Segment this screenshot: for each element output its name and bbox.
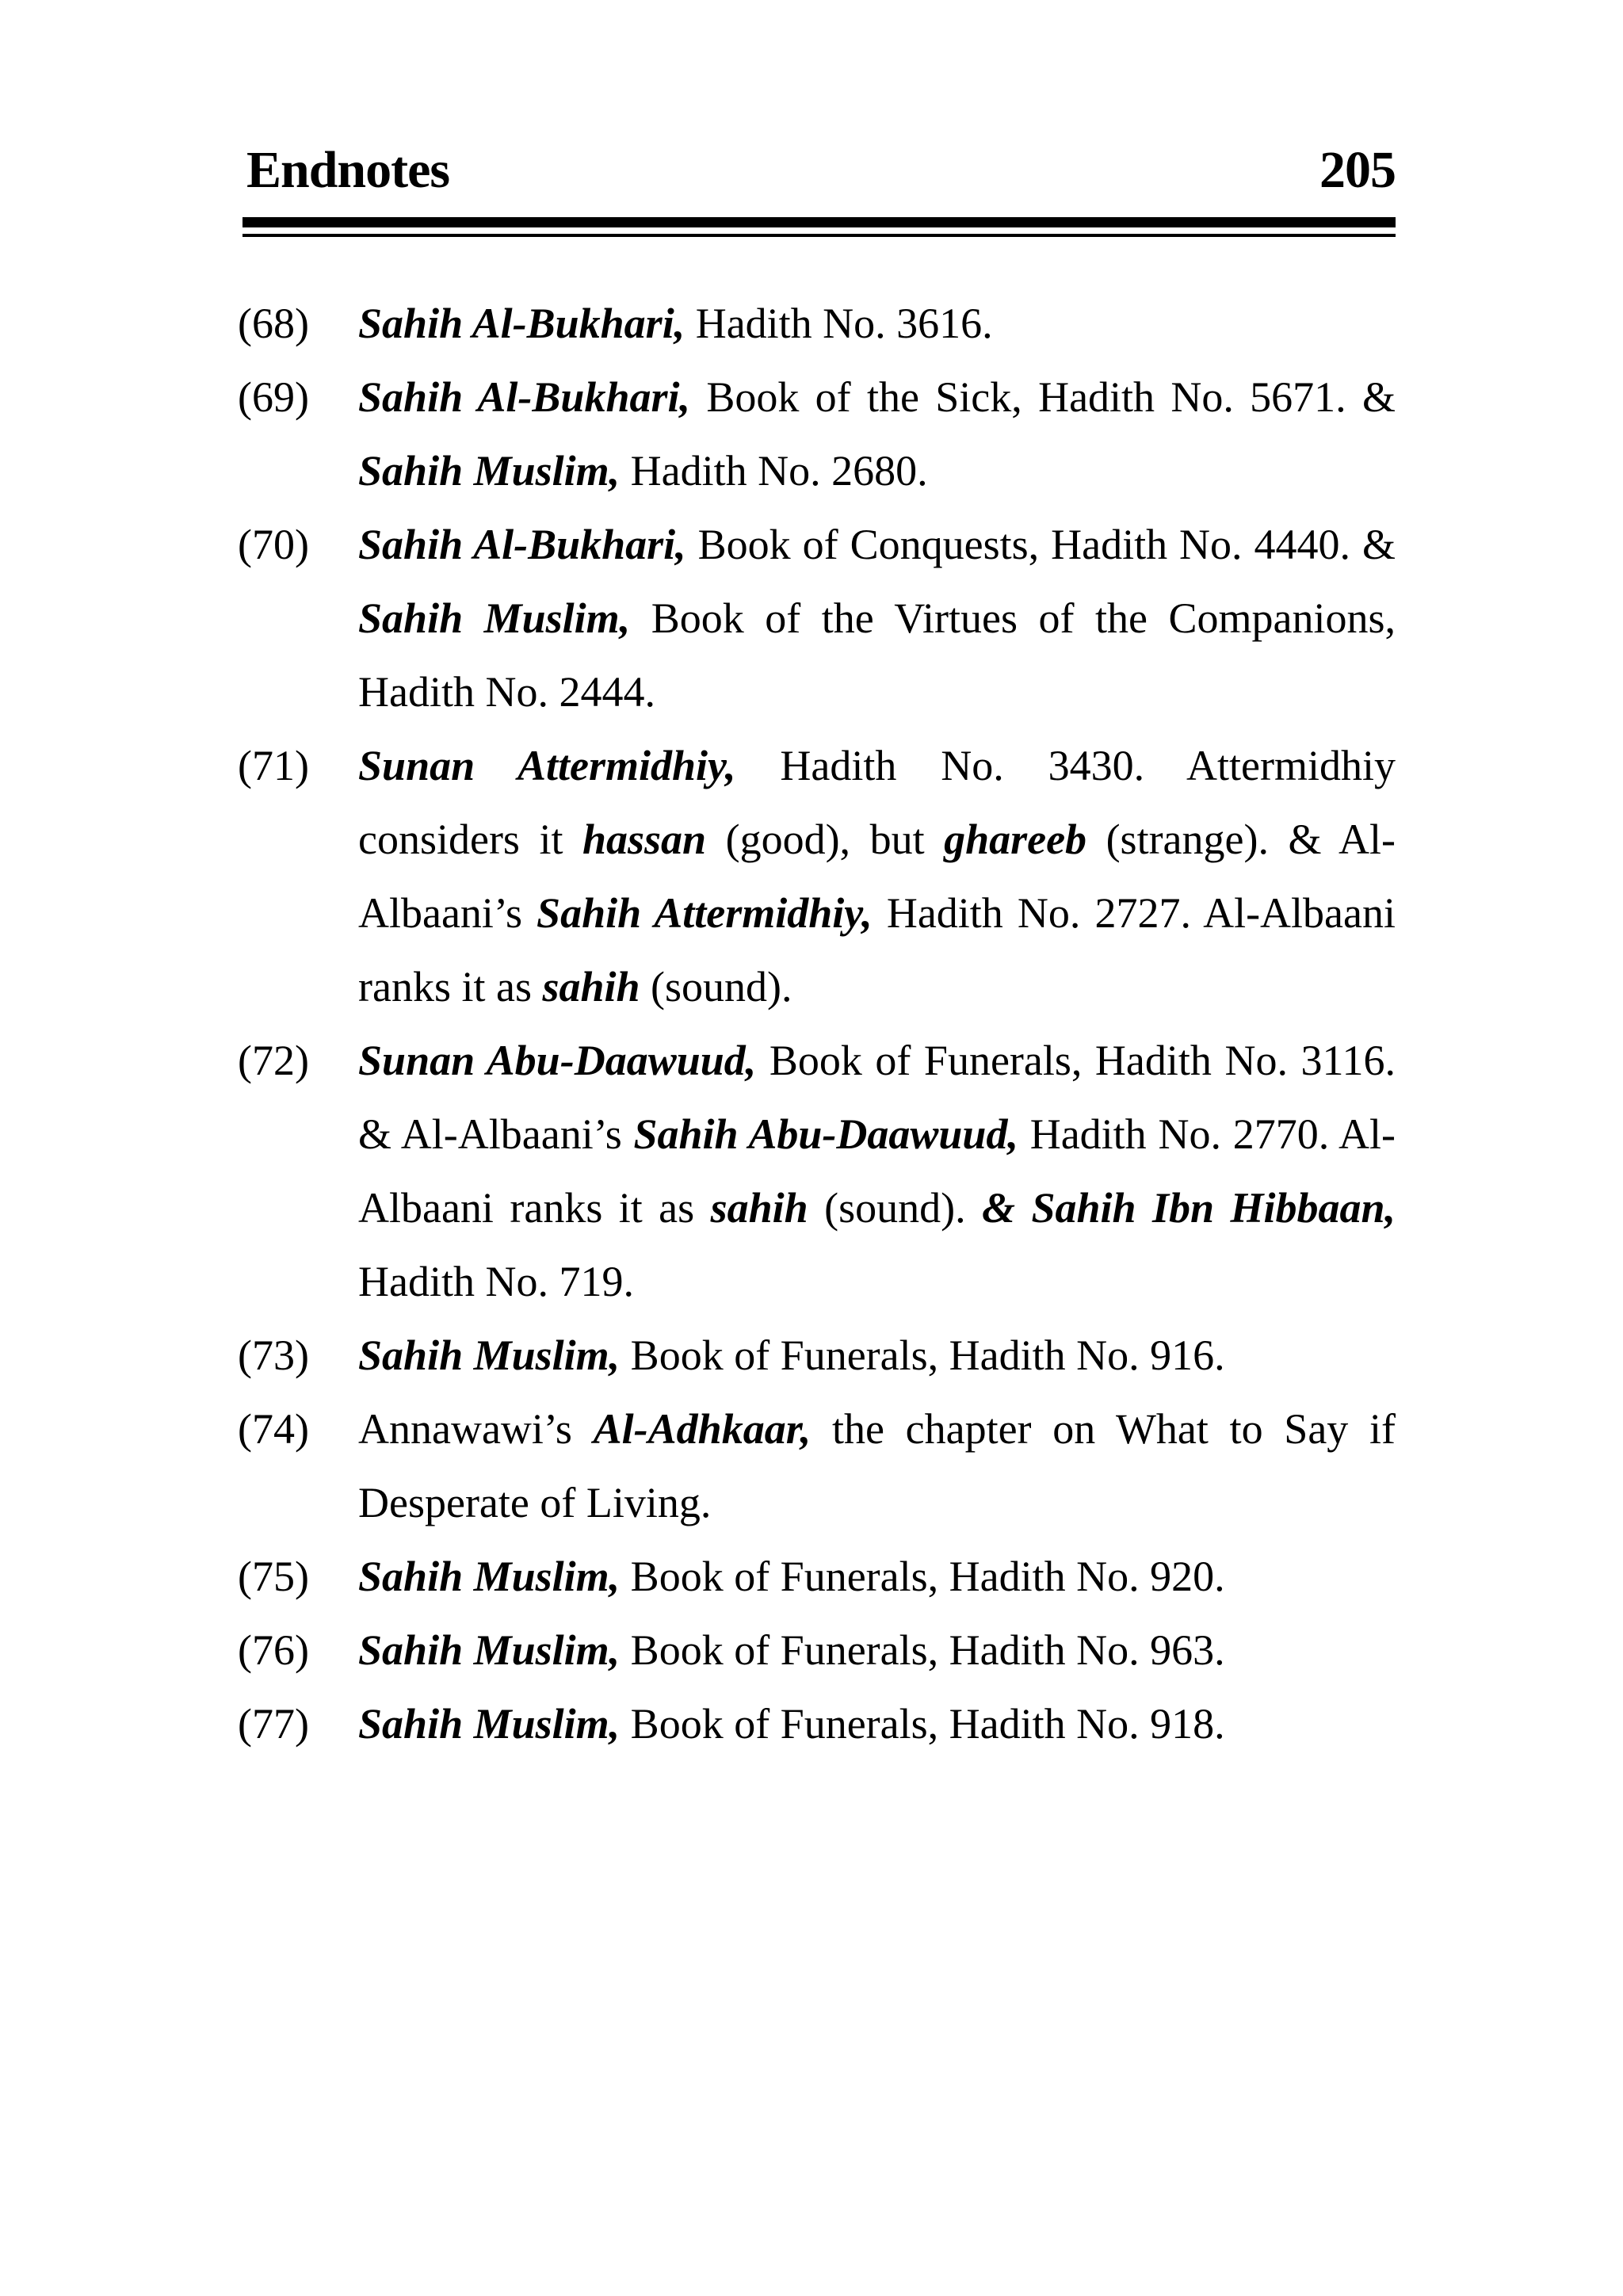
endnote-item bbox=[238, 1687, 1396, 1761]
endnote-text-segment: Hadith No. 3616. bbox=[685, 300, 993, 347]
endnote-text-segment: (good), but bbox=[706, 816, 945, 863]
endnote-item bbox=[238, 1319, 1396, 1392]
endnote-text bbox=[358, 1392, 1396, 1540]
endnote-item bbox=[238, 1392, 1396, 1540]
running-header bbox=[246, 141, 1396, 199]
endnote-title-italic: Sahih Muslim, bbox=[358, 1331, 621, 1379]
endnote-item bbox=[238, 1024, 1396, 1319]
endnote-text bbox=[358, 1614, 1396, 1687]
endnote-item bbox=[238, 1614, 1396, 1687]
endnote-number: (69) bbox=[238, 373, 309, 421]
header-rule-thick bbox=[242, 217, 1396, 227]
endnote-text-segment: (strange). & Al-Albaani’s bbox=[358, 816, 1396, 937]
page-number: 205 bbox=[1319, 141, 1396, 199]
endnote-text bbox=[358, 1319, 1396, 1392]
endnote-title-italic: sahih bbox=[710, 1184, 808, 1232]
endnote-text-segment: Book of Funerals, Hadith No. 3116. & Al-Albaani’s bbox=[358, 1037, 1396, 1158]
endnote-number: (74) bbox=[238, 1405, 309, 1453]
endnote-title-italic: Sahih Muslim, bbox=[358, 447, 621, 495]
endnotes-list bbox=[238, 287, 1396, 1761]
endnote-title-italic: sahih bbox=[542, 963, 640, 1010]
endnote-text-segment: the chapter on What to Say if Desperate of Living. bbox=[358, 1405, 1396, 1526]
endnote-title-italic: Sahih Al-Bukhari, bbox=[358, 373, 691, 421]
endnote-item bbox=[238, 729, 1396, 1024]
endnote-text-segment: Hadith No. 2770. Al-Albaani ranks it as bbox=[358, 1110, 1396, 1232]
endnote-text bbox=[358, 508, 1396, 729]
endnote-number: (71) bbox=[238, 742, 309, 789]
endnote-text bbox=[358, 1540, 1396, 1614]
endnote-title-italic: Sahih Attermidhiy, bbox=[537, 889, 873, 937]
endnote-text-segment: Book of Funerals, Hadith No. 918. bbox=[620, 1700, 1225, 1748]
endnote-text-segment: Book of Conquests, Hadith No. 4440. & bbox=[685, 521, 1396, 568]
endnote-text-segment: Book of the Sick, Hadith No. 5671. & bbox=[690, 373, 1396, 421]
endnote-text bbox=[358, 361, 1396, 508]
endnote-item bbox=[238, 1540, 1396, 1614]
endnote-title-italic: hassan bbox=[582, 816, 707, 863]
endnote-text-segment: Book of the Virtues of the Companions, Hadith No. 2444. bbox=[358, 594, 1396, 716]
endnote-title-italic: Sahih Muslim, bbox=[358, 1700, 621, 1748]
endnote-number: (75) bbox=[238, 1553, 309, 1600]
endnote-number: (76) bbox=[238, 1626, 309, 1674]
header-title: Endnotes bbox=[246, 141, 450, 199]
endnote-title-italic: Sunan Abu-Daawuud, bbox=[358, 1037, 757, 1084]
endnote-title-italic: Sahih Al-Bukhari, bbox=[358, 300, 685, 347]
endnote-text bbox=[358, 1024, 1396, 1319]
endnote-item bbox=[238, 287, 1396, 361]
endnote-number: (77) bbox=[238, 1700, 309, 1748]
endnote-text-segment: Hadith No. 2680. bbox=[620, 447, 928, 495]
endnote-text-segment: Book of Funerals, Hadith No. 920. bbox=[620, 1553, 1225, 1600]
endnote-text bbox=[358, 1687, 1396, 1761]
endnote-title-italic: Sahih Abu-Daawuud, bbox=[633, 1110, 1018, 1158]
endnote-text-segment: Hadith No. 719. bbox=[358, 1258, 634, 1305]
endnote-text-segment: Hadith No. 2727. Al-Albaani ranks it as bbox=[358, 889, 1396, 1010]
endnote-title-italic: Al-Adhkaar, bbox=[593, 1405, 812, 1453]
endnote-title-italic: Sahih Muslim, bbox=[358, 594, 631, 642]
endnote-title-italic: Sahih Al-Bukhari, bbox=[358, 521, 686, 568]
endnote-number: (68) bbox=[238, 300, 309, 347]
endnote-text-segment: (sound). bbox=[640, 963, 792, 1010]
endnote-number: (72) bbox=[238, 1037, 309, 1084]
header-rule-thin bbox=[242, 234, 1396, 237]
endnote-text-segment: Book of Funerals, Hadith No. 963. bbox=[620, 1626, 1225, 1674]
endnote-text-segment: Hadith No. 3430. Attermidhiy considers it bbox=[358, 742, 1396, 863]
endnote-title-italic: Sunan Attermidhiy, bbox=[358, 742, 736, 789]
endnote-text-segment: Book of Funerals, Hadith No. 916. bbox=[620, 1331, 1225, 1379]
endnote-title-italic: & Sahih Ibn Hibbaan, bbox=[982, 1184, 1396, 1232]
endnote-title-italic: Sahih Muslim, bbox=[358, 1553, 621, 1600]
endnote-number: (70) bbox=[238, 521, 309, 568]
endnote-title-italic: ghareeb bbox=[944, 816, 1087, 863]
endnote-text bbox=[358, 729, 1396, 1024]
endnote-text-segment: Annawawi’s bbox=[358, 1405, 594, 1453]
endnote-item bbox=[238, 361, 1396, 508]
endnote-number: (73) bbox=[238, 1331, 309, 1379]
endnote-item bbox=[238, 508, 1396, 729]
endnote-title-italic: Sahih Muslim, bbox=[358, 1626, 621, 1674]
endnote-text-segment: (sound). bbox=[808, 1184, 983, 1232]
endnote-text bbox=[358, 287, 1396, 361]
